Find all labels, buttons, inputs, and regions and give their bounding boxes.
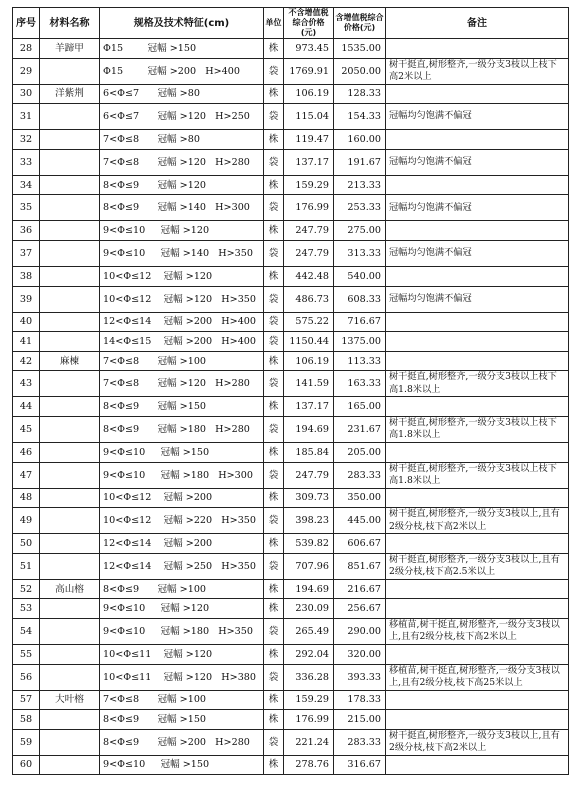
row-no: 43	[13, 371, 40, 397]
row-price-incl: 205.00	[334, 442, 386, 462]
row-price-incl: 540.00	[334, 266, 386, 286]
row-note: 树干挺直,树形整齐,一级分支3枝以上枝下高1.8米以上	[386, 416, 569, 442]
row-price-excl: 707.96	[284, 553, 334, 579]
row-material: 高山榕	[40, 579, 100, 599]
row-note	[386, 266, 569, 286]
row-unit: 株	[264, 755, 284, 775]
row-price-excl: 265.49	[284, 618, 334, 644]
row-unit: 袋	[264, 618, 284, 644]
row-spec: 7<Φ≤8 冠幅 >100	[100, 351, 264, 371]
row-note: 冠幅均匀饱满不偏冠	[386, 149, 569, 175]
table-row	[13, 710, 569, 730]
row-price-incl: 165.00	[334, 397, 386, 417]
row-no: 42	[13, 351, 40, 371]
row-unit: 株	[264, 534, 284, 554]
table-row	[13, 149, 569, 175]
row-spec: 6<Φ≤7 冠幅 >80	[100, 84, 264, 104]
row-price-excl: 185.84	[284, 442, 334, 462]
row-unit: 株	[264, 710, 284, 730]
row-spec: 14<Φ≤15 冠幅 >200 H>400	[100, 332, 264, 352]
row-unit: 袋	[264, 416, 284, 442]
table-row	[13, 240, 569, 266]
row-price-excl: 159.29	[284, 690, 334, 710]
table-row	[13, 599, 569, 619]
row-spec: 7<Φ≤8 冠幅 >80	[100, 130, 264, 150]
table-row	[13, 266, 569, 286]
row-spec: 8<Φ≤9 冠幅 >120	[100, 175, 264, 195]
row-price-excl: 119.47	[284, 130, 334, 150]
row-note: 移植苗,树干挺直,树形整齐,一级分支3枝以上,且有2级分枝,枝下高25米以上	[386, 664, 569, 690]
row-material	[40, 149, 100, 175]
row-price-incl: 113.33	[334, 351, 386, 371]
row-material	[40, 618, 100, 644]
row-spec: 10<Φ≤12 冠幅 >120	[100, 266, 264, 286]
row-material	[40, 104, 100, 130]
row-spec: 9<Φ≤10 冠幅 >140 H>350	[100, 240, 264, 266]
row-note: 冠幅均匀饱满不偏冠	[386, 286, 569, 312]
row-note	[386, 488, 569, 508]
row-price-incl: 350.00	[334, 488, 386, 508]
row-no: 36	[13, 221, 40, 241]
row-unit: 袋	[264, 664, 284, 690]
header-material: 材料名称	[40, 8, 100, 39]
row-no: 53	[13, 599, 40, 619]
table-row	[13, 84, 569, 104]
row-note: 冠幅均匀饱满不偏冠	[386, 195, 569, 221]
row-material	[40, 175, 100, 195]
row-material: 麻楝	[40, 351, 100, 371]
row-note: 树干挺直,树形整齐,一级分支3枝以上,且有2级分枝,枝下高2米以上	[386, 729, 569, 755]
row-price-excl: 442.48	[284, 266, 334, 286]
row-price-incl: 716.67	[334, 312, 386, 332]
row-unit: 株	[264, 579, 284, 599]
row-unit: 袋	[264, 729, 284, 755]
row-spec: 8<Φ≤9 冠幅 >180 H>280	[100, 416, 264, 442]
row-price-excl: 336.28	[284, 664, 334, 690]
row-unit: 株	[264, 644, 284, 664]
row-price-excl: 247.79	[284, 221, 334, 241]
row-unit: 袋	[264, 332, 284, 352]
row-price-excl: 106.19	[284, 84, 334, 104]
row-spec: Φ15 冠幅 >150	[100, 39, 264, 59]
row-spec: 9<Φ≤10 冠幅 >120	[100, 599, 264, 619]
row-note	[386, 579, 569, 599]
row-spec: 8<Φ≤9 冠幅 >150	[100, 710, 264, 730]
row-material	[40, 664, 100, 690]
row-unit: 袋	[264, 240, 284, 266]
row-spec: 10<Φ≤11 冠幅 >120	[100, 644, 264, 664]
row-material	[40, 332, 100, 352]
row-note: 树干挺直,树形整齐,一级分支3枝以上,且有2级分枝,枝下高2.5米以上	[386, 553, 569, 579]
row-note: 树干挺直,树形整齐,一级分支3枝以上,且有2级分枝,枝下高2米以上	[386, 508, 569, 534]
row-material	[40, 371, 100, 397]
row-unit: 株	[264, 39, 284, 59]
row-price-excl: 486.73	[284, 286, 334, 312]
row-price-incl: 1375.00	[334, 332, 386, 352]
row-material	[40, 195, 100, 221]
row-unit: 袋	[264, 462, 284, 488]
table-row	[13, 104, 569, 130]
row-material	[40, 553, 100, 579]
row-material	[40, 508, 100, 534]
table-row	[13, 755, 569, 775]
row-note	[386, 312, 569, 332]
row-note: 移植苗,树干挺直,树形整齐,一级分支3枝以上,且有2级分枝,枝下高2米以上	[386, 618, 569, 644]
row-material	[40, 462, 100, 488]
row-spec: 12<Φ≤14 冠幅 >200 H>400	[100, 312, 264, 332]
row-spec: 9<Φ≤10 冠幅 >180 H>300	[100, 462, 264, 488]
row-no: 51	[13, 553, 40, 579]
row-no: 58	[13, 710, 40, 730]
row-price-incl: 163.33	[334, 371, 386, 397]
header-spec: 规格及技术特征(cm)	[100, 8, 264, 39]
row-unit: 株	[264, 175, 284, 195]
table-row	[13, 39, 569, 59]
row-unit: 袋	[264, 58, 284, 84]
row-material	[40, 58, 100, 84]
row-unit: 株	[264, 130, 284, 150]
row-price-incl: 851.67	[334, 553, 386, 579]
row-material	[40, 729, 100, 755]
row-note	[386, 442, 569, 462]
row-no: 50	[13, 534, 40, 554]
row-no: 32	[13, 130, 40, 150]
row-spec: 7<Φ≤8 冠幅 >120 H>280	[100, 371, 264, 397]
row-note	[386, 351, 569, 371]
row-material	[40, 710, 100, 730]
row-price-incl: 191.67	[334, 149, 386, 175]
header-no: 序号	[13, 8, 40, 39]
row-price-excl: 194.69	[284, 416, 334, 442]
row-unit: 株	[264, 351, 284, 371]
row-note	[386, 534, 569, 554]
row-price-incl: 256.67	[334, 599, 386, 619]
row-unit: 株	[264, 221, 284, 241]
row-no: 46	[13, 442, 40, 462]
row-spec: 12<Φ≤14 冠幅 >200	[100, 534, 264, 554]
row-unit: 袋	[264, 553, 284, 579]
header-unit: 单位	[264, 8, 284, 39]
row-note: 冠幅均匀饱满不偏冠	[386, 240, 569, 266]
table-row	[13, 579, 569, 599]
row-price-excl: 292.04	[284, 644, 334, 664]
row-no: 35	[13, 195, 40, 221]
row-unit: 袋	[264, 195, 284, 221]
row-unit: 袋	[264, 286, 284, 312]
row-no: 44	[13, 397, 40, 417]
row-price-incl: 313.33	[334, 240, 386, 266]
row-no: 54	[13, 618, 40, 644]
row-unit: 株	[264, 488, 284, 508]
row-no: 55	[13, 644, 40, 664]
row-no: 29	[13, 58, 40, 84]
row-spec: 10<Φ≤12 冠幅 >220 H>350	[100, 508, 264, 534]
row-price-incl: 216.67	[334, 579, 386, 599]
row-material	[40, 221, 100, 241]
table-row	[13, 508, 569, 534]
row-price-incl: 154.33	[334, 104, 386, 130]
row-price-excl: 176.99	[284, 710, 334, 730]
table-row	[13, 644, 569, 664]
header-note: 备注	[386, 8, 569, 39]
row-spec: 6<Φ≤7 冠幅 >120 H>250	[100, 104, 264, 130]
row-price-incl: 393.33	[334, 664, 386, 690]
row-no: 37	[13, 240, 40, 266]
row-no: 39	[13, 286, 40, 312]
row-price-excl: 230.09	[284, 599, 334, 619]
row-material	[40, 488, 100, 508]
row-spec: 10<Φ≤12 冠幅 >120 H>350	[100, 286, 264, 312]
row-no: 28	[13, 39, 40, 59]
row-note	[386, 710, 569, 730]
row-price-incl: 213.33	[334, 175, 386, 195]
row-no: 59	[13, 729, 40, 755]
header-price-incl: 含增值税综合价格(元)	[334, 8, 386, 39]
row-price-incl: 2050.00	[334, 58, 386, 84]
table-row	[13, 416, 569, 442]
row-material: 大叶榕	[40, 690, 100, 710]
row-material: 洋紫荆	[40, 84, 100, 104]
row-spec: 8<Φ≤9 冠幅 >200 H>280	[100, 729, 264, 755]
row-note	[386, 39, 569, 59]
row-spec: Φ15 冠幅 >200 H>400	[100, 58, 264, 84]
row-price-excl: 309.73	[284, 488, 334, 508]
row-unit: 袋	[264, 104, 284, 130]
row-unit: 株	[264, 442, 284, 462]
row-spec: 9<Φ≤10 冠幅 >150	[100, 442, 264, 462]
table-row	[13, 664, 569, 690]
row-no: 40	[13, 312, 40, 332]
row-material	[40, 240, 100, 266]
row-note	[386, 599, 569, 619]
row-note	[386, 221, 569, 241]
row-spec: 7<Φ≤8 冠幅 >120 H>280	[100, 149, 264, 175]
row-price-incl: 1535.00	[334, 39, 386, 59]
row-no: 56	[13, 664, 40, 690]
table-row	[13, 175, 569, 195]
row-price-excl: 176.99	[284, 195, 334, 221]
row-price-excl: 194.69	[284, 579, 334, 599]
row-price-excl: 137.17	[284, 397, 334, 417]
row-material	[40, 644, 100, 664]
row-price-excl: 221.24	[284, 729, 334, 755]
row-price-incl: 128.33	[334, 84, 386, 104]
table-row	[13, 534, 569, 554]
row-unit: 袋	[264, 312, 284, 332]
row-price-excl: 247.79	[284, 240, 334, 266]
price-table	[12, 7, 569, 775]
row-no: 30	[13, 84, 40, 104]
row-price-incl: 160.00	[334, 130, 386, 150]
row-material	[40, 130, 100, 150]
row-no: 41	[13, 332, 40, 352]
row-material: 羊蹄甲	[40, 39, 100, 59]
row-material	[40, 416, 100, 442]
row-price-excl: 1150.44	[284, 332, 334, 352]
table-row	[13, 690, 569, 710]
row-price-incl: 320.00	[334, 644, 386, 664]
row-price-excl: 137.17	[284, 149, 334, 175]
row-note	[386, 644, 569, 664]
row-unit: 株	[264, 397, 284, 417]
row-price-incl: 290.00	[334, 618, 386, 644]
row-note: 树干挺直,树形整齐,一级分支3枝以上枝下高1.8米以上	[386, 462, 569, 488]
row-material	[40, 599, 100, 619]
row-no: 60	[13, 755, 40, 775]
row-spec: 9<Φ≤10 冠幅 >180 H>350	[100, 618, 264, 644]
row-spec: 8<Φ≤9 冠幅 >100	[100, 579, 264, 599]
row-note	[386, 84, 569, 104]
row-spec: 9<Φ≤10 冠幅 >150	[100, 755, 264, 775]
row-note	[386, 175, 569, 195]
row-price-incl: 608.33	[334, 286, 386, 312]
row-unit: 株	[264, 84, 284, 104]
header-row	[13, 8, 569, 39]
row-note	[386, 130, 569, 150]
table-row	[13, 58, 569, 84]
row-price-excl: 159.29	[284, 175, 334, 195]
row-spec: 8<Φ≤9 冠幅 >140 H>300	[100, 195, 264, 221]
row-price-incl: 445.00	[334, 508, 386, 534]
table-row	[13, 351, 569, 371]
row-no: 45	[13, 416, 40, 442]
table-row	[13, 312, 569, 332]
row-price-incl: 275.00	[334, 221, 386, 241]
row-unit: 袋	[264, 371, 284, 397]
row-price-incl: 316.67	[334, 755, 386, 775]
table-row	[13, 729, 569, 755]
table-row	[13, 371, 569, 397]
row-material	[40, 286, 100, 312]
row-unit: 株	[264, 266, 284, 286]
table-row	[13, 397, 569, 417]
row-price-excl: 973.45	[284, 39, 334, 59]
row-note	[386, 332, 569, 352]
row-no: 52	[13, 579, 40, 599]
row-material	[40, 534, 100, 554]
row-no: 47	[13, 462, 40, 488]
row-price-incl: 283.33	[334, 462, 386, 488]
row-spec: 10<Φ≤11 冠幅 >120 H>380	[100, 664, 264, 690]
row-note	[386, 397, 569, 417]
row-no: 31	[13, 104, 40, 130]
row-material	[40, 397, 100, 417]
row-price-excl: 1769.91	[284, 58, 334, 84]
row-material	[40, 312, 100, 332]
table-row	[13, 488, 569, 508]
row-price-incl: 178.33	[334, 690, 386, 710]
table-row	[13, 286, 569, 312]
row-no: 38	[13, 266, 40, 286]
row-price-incl: 283.33	[334, 729, 386, 755]
row-no: 49	[13, 508, 40, 534]
row-note	[386, 755, 569, 775]
row-unit: 株	[264, 599, 284, 619]
row-spec: 9<Φ≤10 冠幅 >120	[100, 221, 264, 241]
row-material	[40, 442, 100, 462]
row-unit: 袋	[264, 508, 284, 534]
row-price-incl: 606.67	[334, 534, 386, 554]
row-note: 冠幅均匀饱满不偏冠	[386, 104, 569, 130]
row-price-excl: 106.19	[284, 351, 334, 371]
row-note: 树干挺直,树形整齐,一级分支3枝以上枝下高2米以上	[386, 58, 569, 84]
table-row	[13, 442, 569, 462]
table-row	[13, 195, 569, 221]
row-price-excl: 398.23	[284, 508, 334, 534]
table-row	[13, 221, 569, 241]
row-price-excl: 278.76	[284, 755, 334, 775]
table-row	[13, 130, 569, 150]
row-unit: 株	[264, 690, 284, 710]
row-price-excl: 247.79	[284, 462, 334, 488]
row-note	[386, 690, 569, 710]
row-no: 48	[13, 488, 40, 508]
row-material	[40, 266, 100, 286]
row-spec: 7<Φ≤8 冠幅 >100	[100, 690, 264, 710]
row-spec: 10<Φ≤12 冠幅 >200	[100, 488, 264, 508]
row-price-excl: 539.82	[284, 534, 334, 554]
header-price-excl: 不含增值税综合价格(元)	[284, 8, 334, 39]
row-spec: 12<Φ≤14 冠幅 >250 H>350	[100, 553, 264, 579]
row-price-incl: 215.00	[334, 710, 386, 730]
row-no: 57	[13, 690, 40, 710]
row-unit: 袋	[264, 149, 284, 175]
row-price-excl: 141.59	[284, 371, 334, 397]
row-no: 34	[13, 175, 40, 195]
table-row	[13, 618, 569, 644]
row-price-incl: 253.33	[334, 195, 386, 221]
table-row	[13, 553, 569, 579]
row-price-incl: 231.67	[334, 416, 386, 442]
table-row	[13, 332, 569, 352]
row-price-excl: 575.22	[284, 312, 334, 332]
row-spec: 8<Φ≤9 冠幅 >150	[100, 397, 264, 417]
row-material	[40, 755, 100, 775]
row-note: 树干挺直,树形整齐,一级分支3枝以上枝下高1.8米以上	[386, 371, 569, 397]
row-no: 33	[13, 149, 40, 175]
table-row	[13, 462, 569, 488]
row-price-excl: 115.04	[284, 104, 334, 130]
